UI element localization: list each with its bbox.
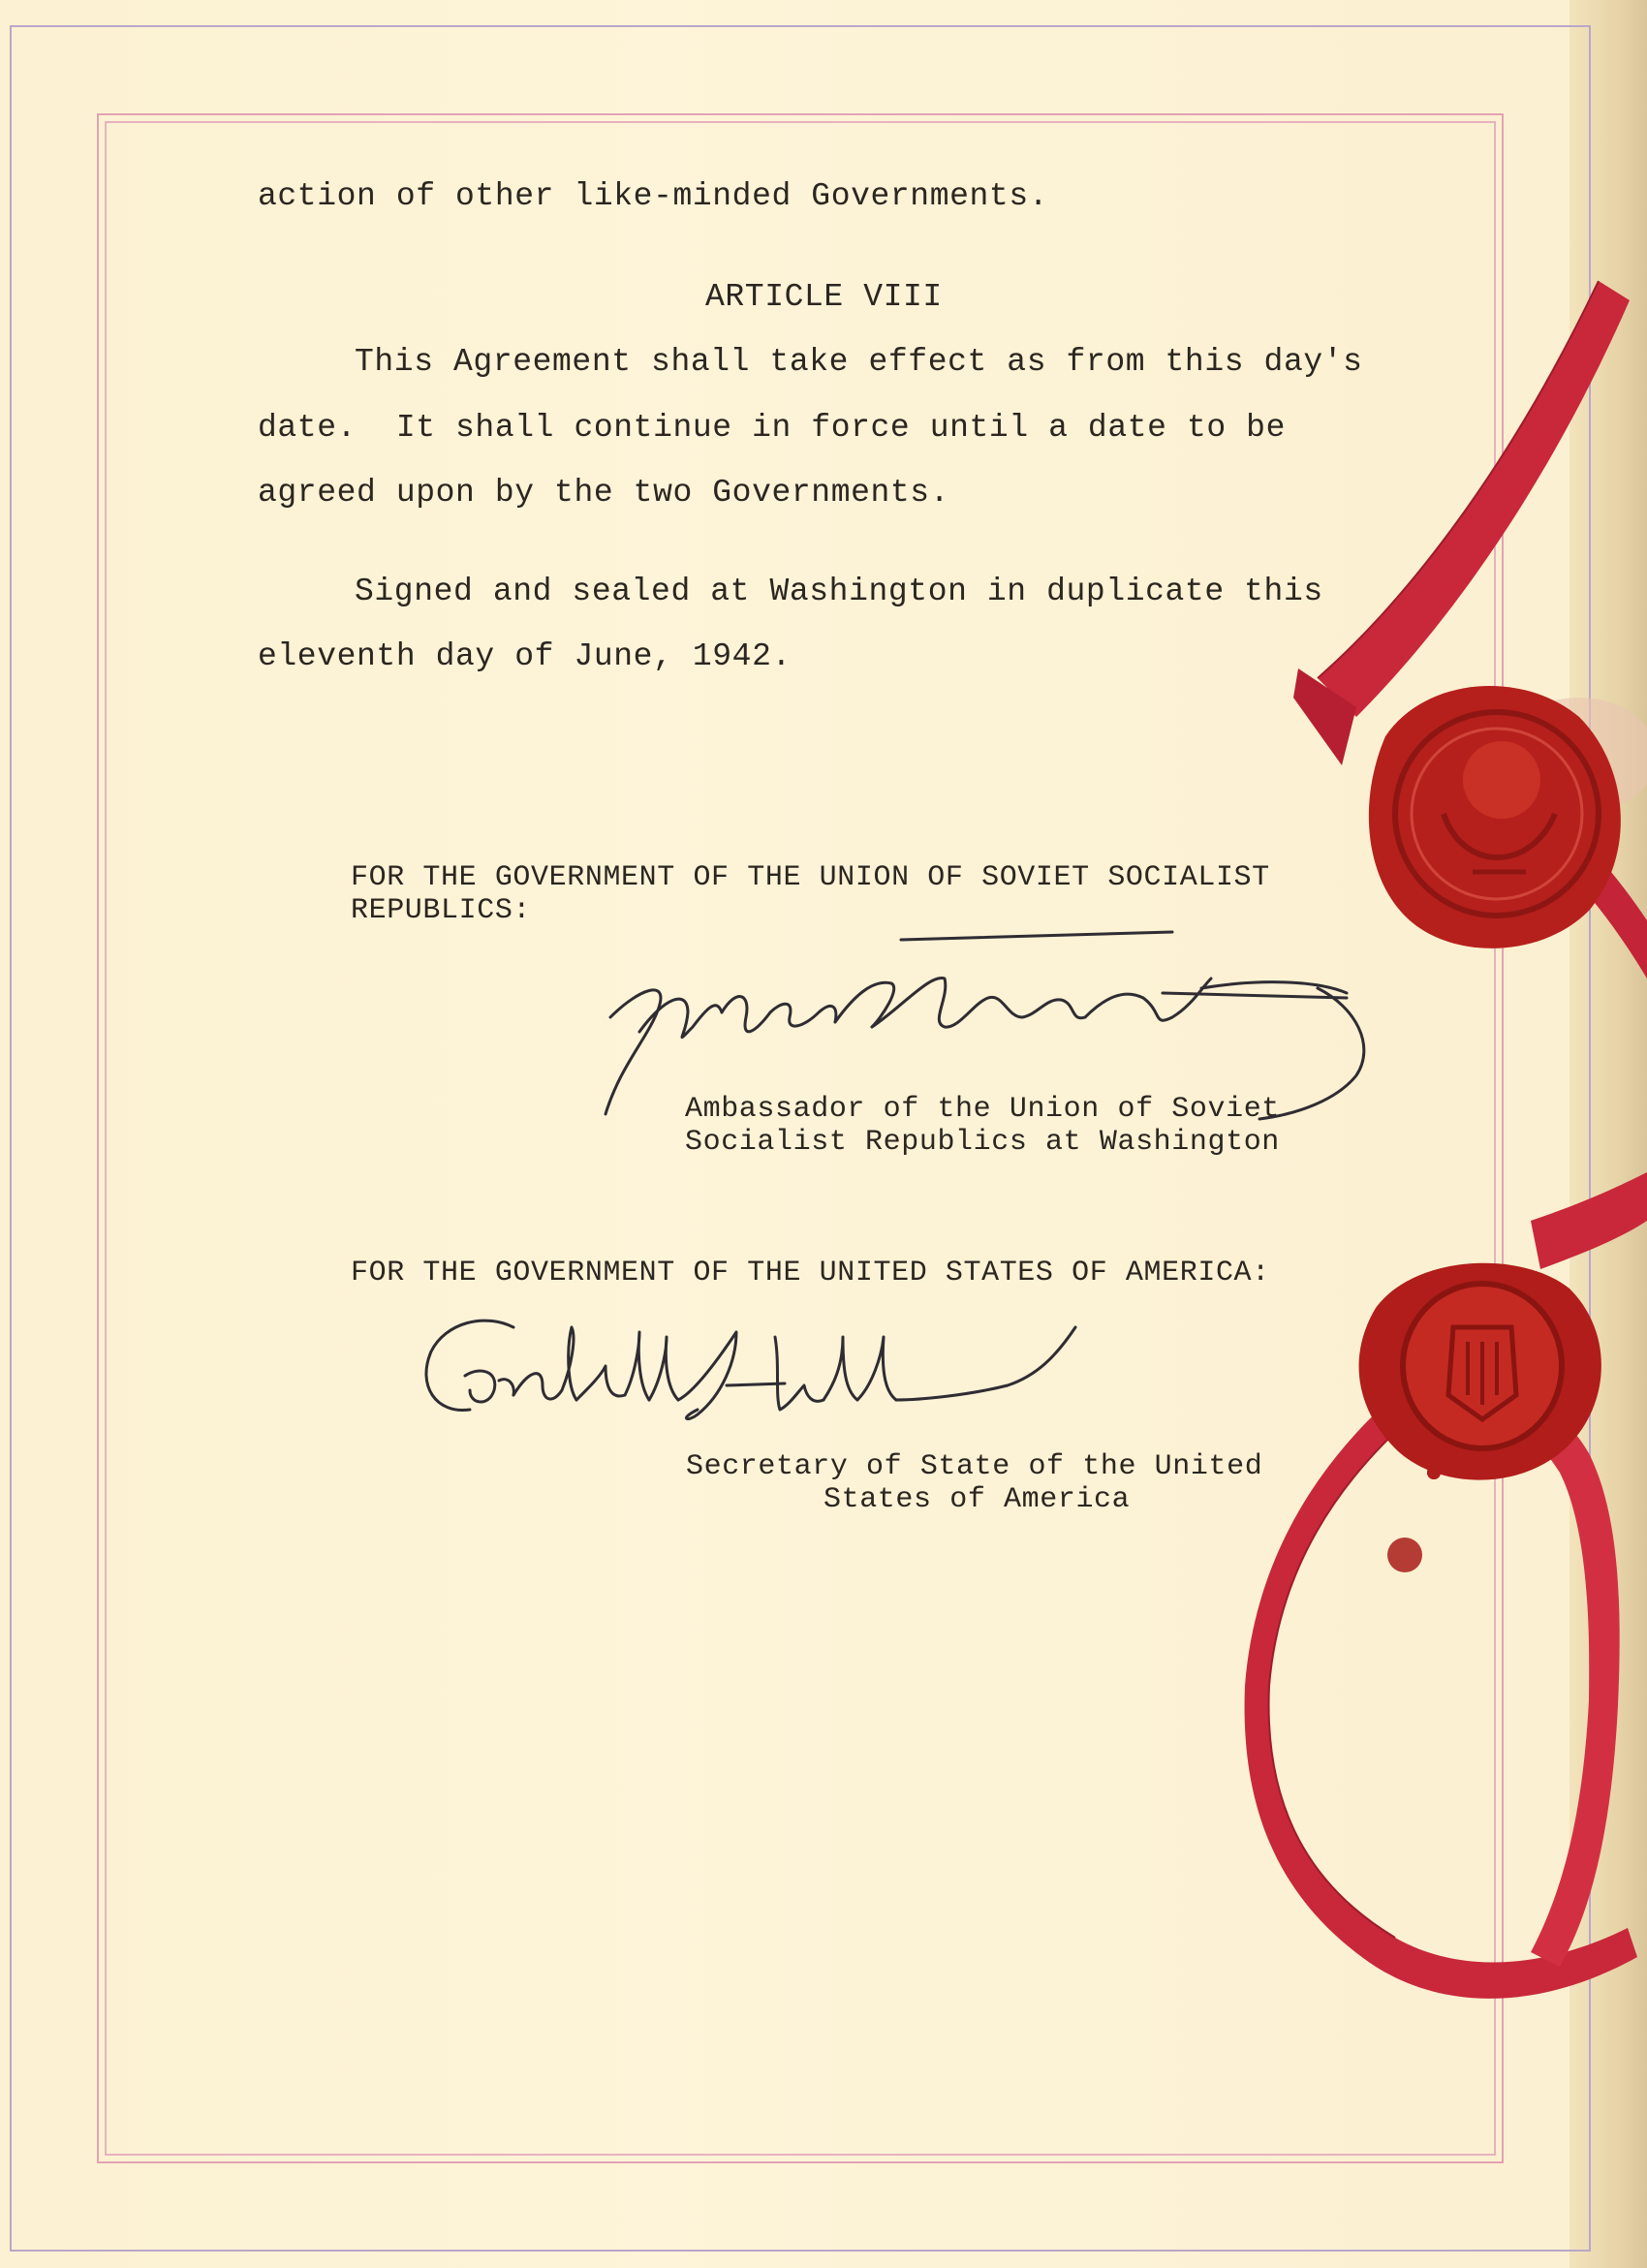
article-line-3: agreed upon by the two Governments. xyxy=(258,475,950,511)
article-line-2: date. It shall continue in force until a date to be xyxy=(258,410,1286,446)
usa-title-line-1: Secretary of State of the United xyxy=(686,1450,1263,1483)
continuation-line: action of other like-minded Governments. xyxy=(258,178,1049,214)
wax-drops xyxy=(1376,1453,1453,1579)
wax-seal-ussr xyxy=(1356,668,1647,979)
usa-title-line-2: States of America xyxy=(824,1483,1131,1516)
ussr-title-line-2: Socialist Republics at Washington xyxy=(685,1126,1280,1159)
article-line-1: This Agreement shall take effect as from this day's xyxy=(355,344,1363,380)
usa-heading: FOR THE GOVERNMENT OF THE UNITED STATES OF AMERICA: xyxy=(351,1257,1270,1289)
ussr-heading-line-1: FOR THE GOVERNMENT OF THE UNION OF SOVIET SOCIALIST xyxy=(351,861,1270,894)
signed-line-1: Signed and sealed at Washington in duplicate this xyxy=(355,574,1323,609)
ussr-title-line-1: Ambassador of the Union of Soviet xyxy=(685,1093,1280,1126)
article-heading: ARTICLE VIII xyxy=(705,279,943,315)
ussr-heading-line-2: REPUBLICS: xyxy=(351,894,532,927)
usa-signature xyxy=(407,1298,1143,1444)
signed-line-2: eleventh day of June, 1942. xyxy=(258,638,792,674)
